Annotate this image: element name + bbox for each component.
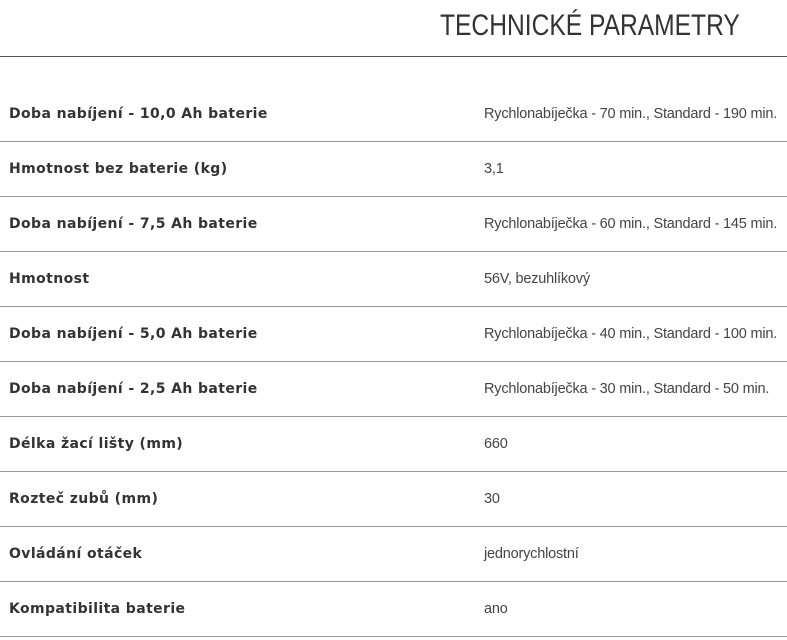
param-value: jednorychlostní — [484, 546, 579, 562]
param-value: 3,1 — [484, 161, 504, 177]
param-value: 56V, bezuhlíkový — [484, 271, 590, 287]
param-value: Rychlonabíječka - 30 min., Standard - 50 min. — [484, 381, 770, 397]
param-label: Ovládání otáček — [9, 546, 143, 562]
section-header — [0, 0, 787, 57]
param-label: Doba nabíjení - 5,0 Ah baterie — [9, 326, 258, 342]
table-row — [0, 87, 787, 142]
table-row — [0, 252, 787, 307]
param-label: Doba nabíjení - 7,5 Ah baterie — [9, 216, 258, 232]
param-label: Hmotnost — [9, 271, 90, 287]
table-row — [0, 307, 787, 362]
param-label: Doba nabíjení - 2,5 Ah baterie — [9, 381, 258, 397]
table-row — [0, 197, 787, 252]
parameters-table — [0, 87, 787, 637]
param-value: Rychlonabíječka - 60 min., Standard - 145 min. — [484, 216, 778, 232]
param-value: Rychlonabíječka - 40 min., Standard - 100 min. — [484, 326, 778, 342]
table-row — [0, 362, 787, 417]
param-value: ano — [484, 601, 508, 617]
param-label: Kompatibilita baterie — [9, 601, 186, 617]
param-label: Délka žací lišty (mm) — [9, 436, 184, 452]
table-row — [0, 582, 787, 637]
param-label: Doba nabíjení - 10,0 Ah baterie — [9, 106, 268, 122]
section-title: TECHNICKÉ PARAMETRY — [440, 9, 740, 42]
table-row — [0, 527, 787, 582]
param-value: 660 — [484, 436, 508, 452]
param-label: Rozteč zubů (mm) — [9, 491, 159, 507]
param-value: Rychlonabíječka - 70 min., Standard - 190 min. — [484, 106, 778, 122]
param-label: Hmotnost bez baterie (kg) — [9, 161, 228, 177]
param-value: 30 — [484, 491, 500, 507]
table-row — [0, 472, 787, 527]
table-row — [0, 142, 787, 197]
table-row — [0, 417, 787, 472]
